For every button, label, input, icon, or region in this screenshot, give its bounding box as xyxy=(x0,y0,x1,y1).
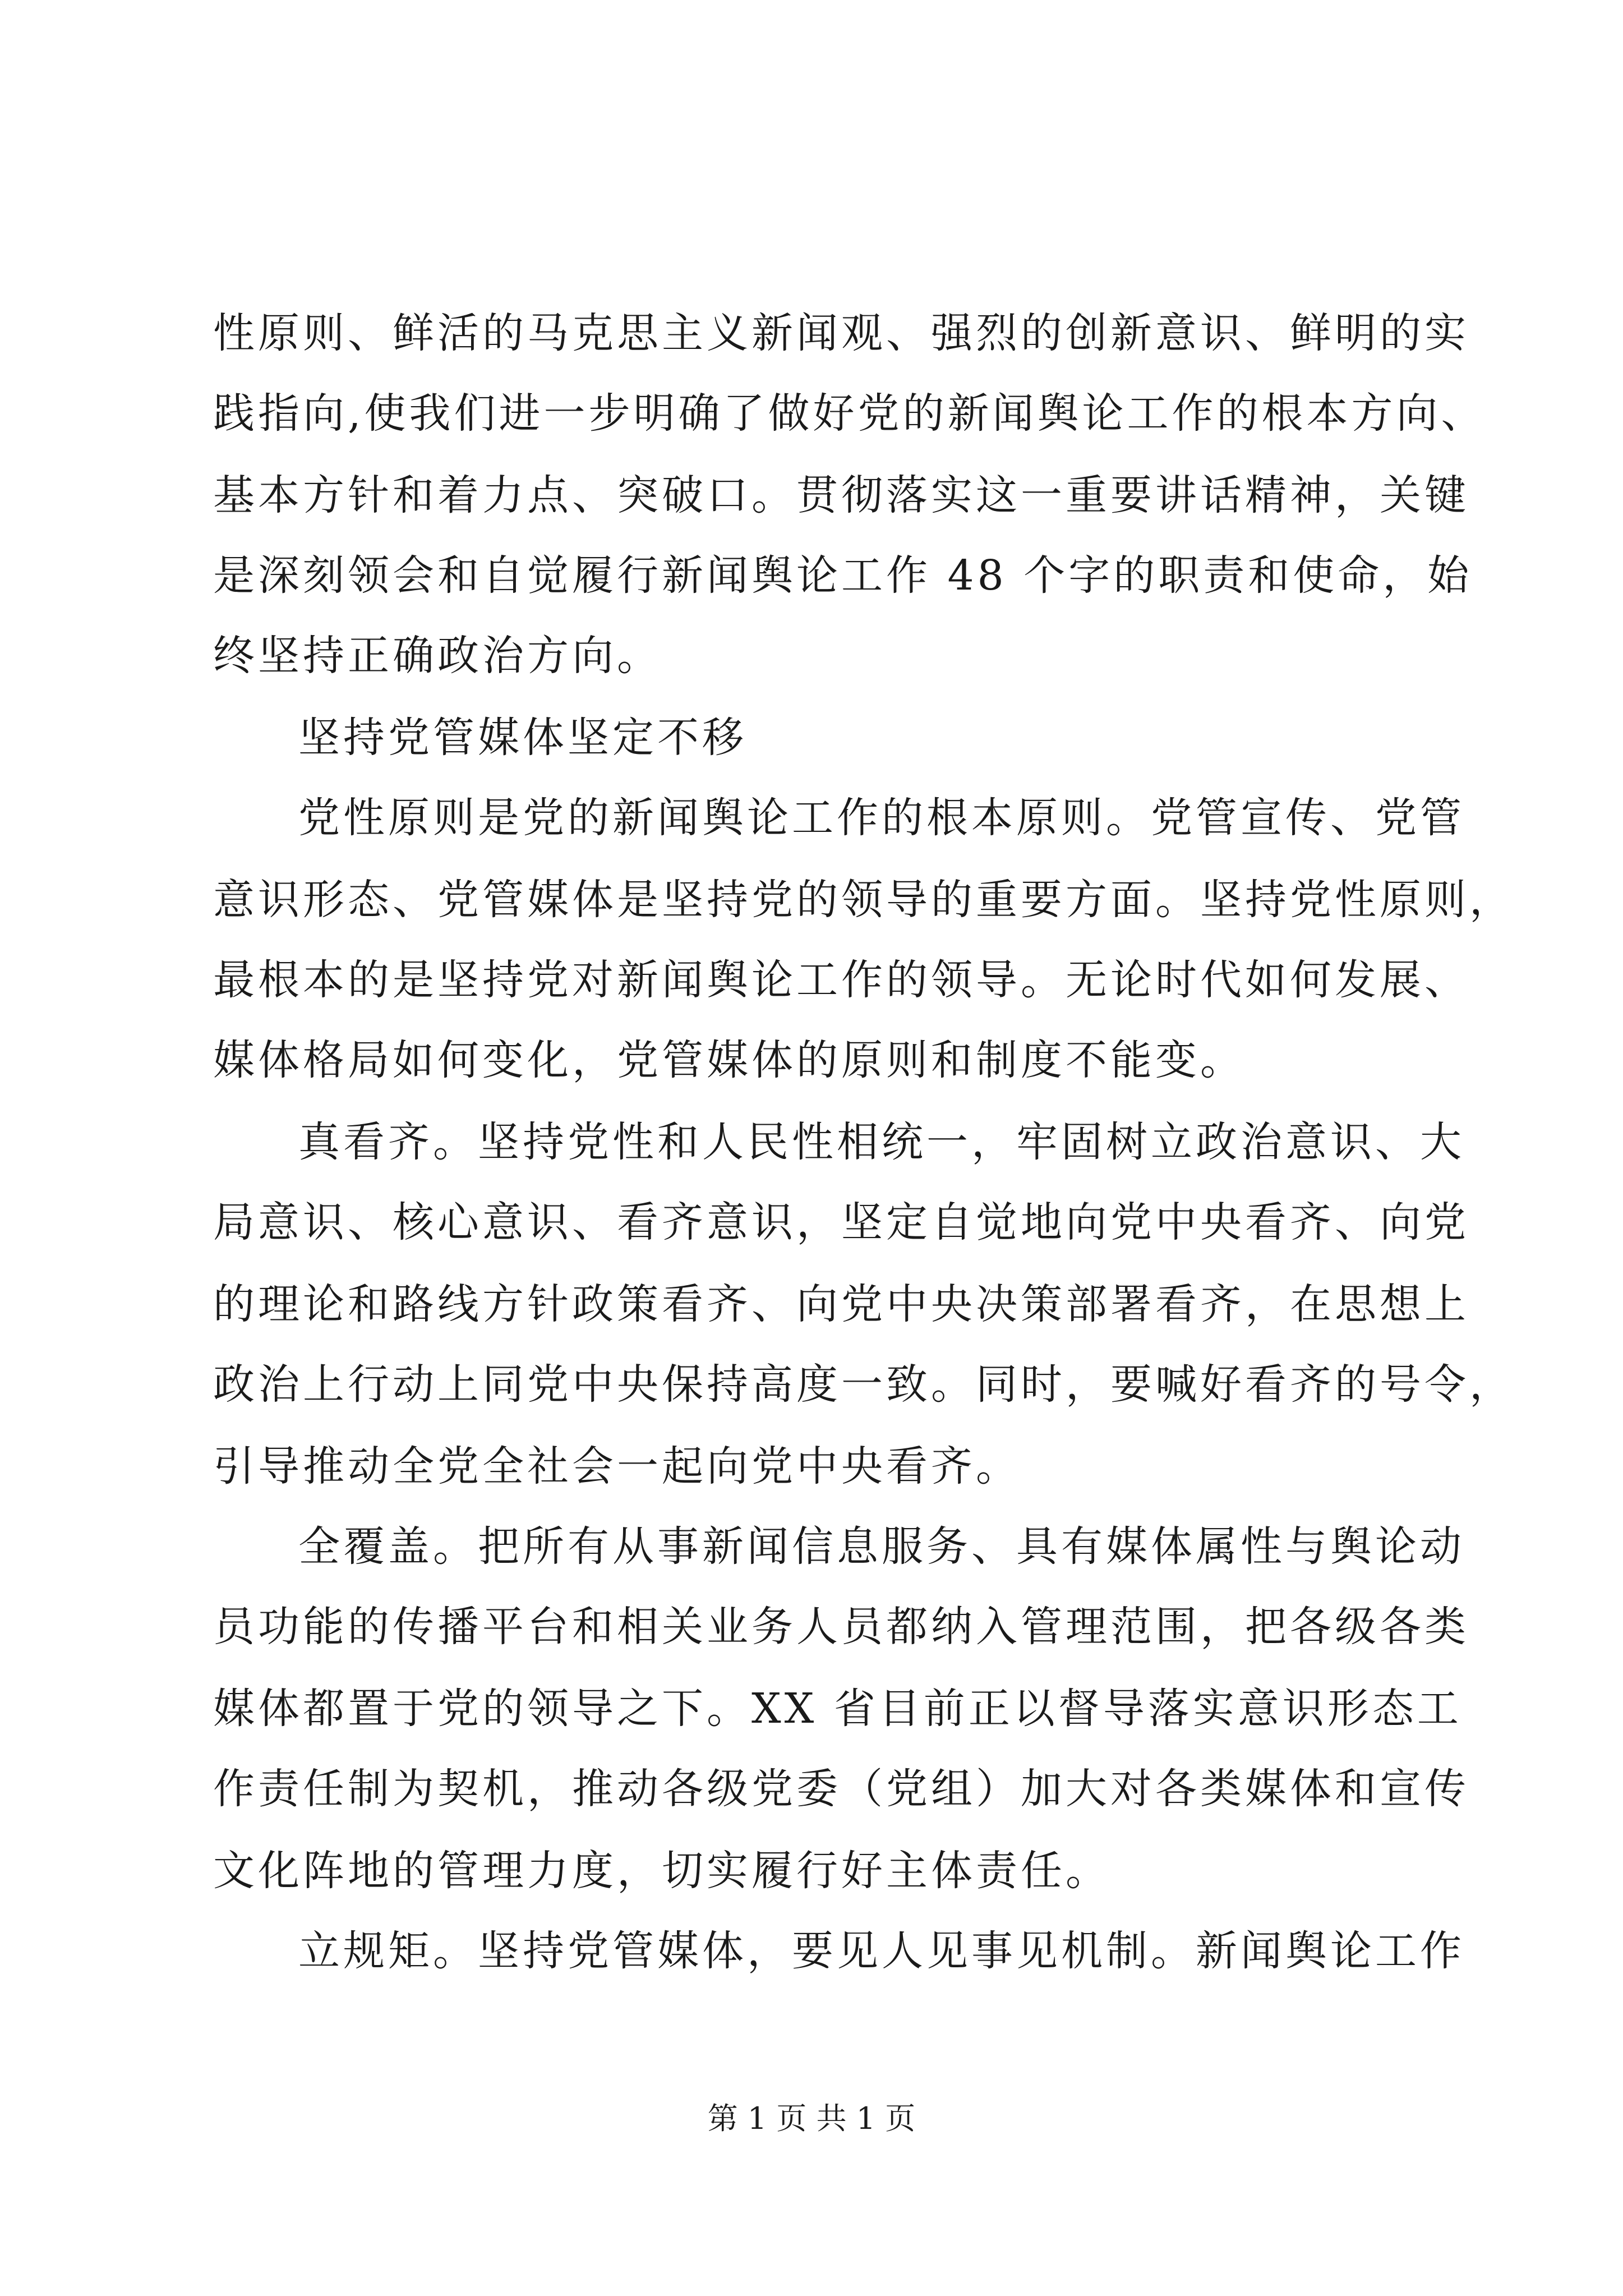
body-text-line: 的理论和路线方针政策看齐、向党中央决策部署看齐，在思想上 xyxy=(213,1280,1469,1328)
body-text-line: 最根本的是坚持党对新闻舆论工作的领导。无论时代如何发展、 xyxy=(213,956,1469,1004)
body-text-line: 媒体都置于党的领导之下。XX 省目前正以督导落实意识形态工 xyxy=(213,1685,1462,1733)
body-text-line: 践指向,使我们进一步明确了做好党的新闻舆论工作的根本方向、 xyxy=(213,389,1486,438)
paragraph-first-line: 立规矩。坚持党管媒体，要见人见事见机制。新闻舆论工作 xyxy=(298,1927,1465,1975)
paragraph-first-line: 全覆盖。把所有从事新闻信息服务、具有媒体属性与舆论动 xyxy=(298,1522,1465,1571)
page-footer: 第 1 页 共 1 页 xyxy=(707,2101,916,2136)
body-text-line: 意识形态、党管媒体是坚持党的领导的重要方面。坚持党性原则， xyxy=(213,876,1514,924)
body-text-line: 引导推动全党全社会一起向党中央看齐。 xyxy=(213,1442,1021,1490)
body-text-line: 终坚持正确政治方向。 xyxy=(213,632,662,680)
body-text-line: 性原则、鲜活的马克思主义新闻观、强烈的创新意识、鲜明的实 xyxy=(213,309,1469,357)
body-text-line: 文化阵地的管理力度，切实履行好主体责任。 xyxy=(213,1847,1110,1895)
body-text-line: 员功能的传播平台和相关业务人员都纳入管理范围，把各级各类 xyxy=(213,1603,1469,1651)
section-heading: 坚持党管媒体坚定不移 xyxy=(298,714,747,762)
paragraph-first-line: 真看齐。坚持党性和人民性相统一，牢固树立政治意识、大 xyxy=(298,1118,1465,1166)
body-text-line: 是深刻领会和自觉履行新闻舆论工作 48 个字的职责和使命，始 xyxy=(213,551,1473,600)
body-text-line: 局意识、核心意识、看齐意识，坚定自觉地向党中央看齐、向党 xyxy=(213,1198,1469,1246)
body-text-line: 媒体格局如何变化，党管媒体的原则和制度不能变。 xyxy=(213,1036,1245,1084)
body-text-line: 基本方针和着力点、突破口。贯彻落实这一重要讲话精神，关键 xyxy=(213,471,1469,519)
body-text-line: 政治上行动上同党中央保持高度一致。同时，要喊好看齐的号令， xyxy=(213,1360,1514,1409)
body-text-line: 作责任制为契机，推动各级党委（党组）加大对各类媒体和宣传 xyxy=(213,1765,1469,1813)
paragraph-first-line: 党性原则是党的新闻舆论工作的根本原则。党管宣传、党管 xyxy=(298,794,1465,842)
